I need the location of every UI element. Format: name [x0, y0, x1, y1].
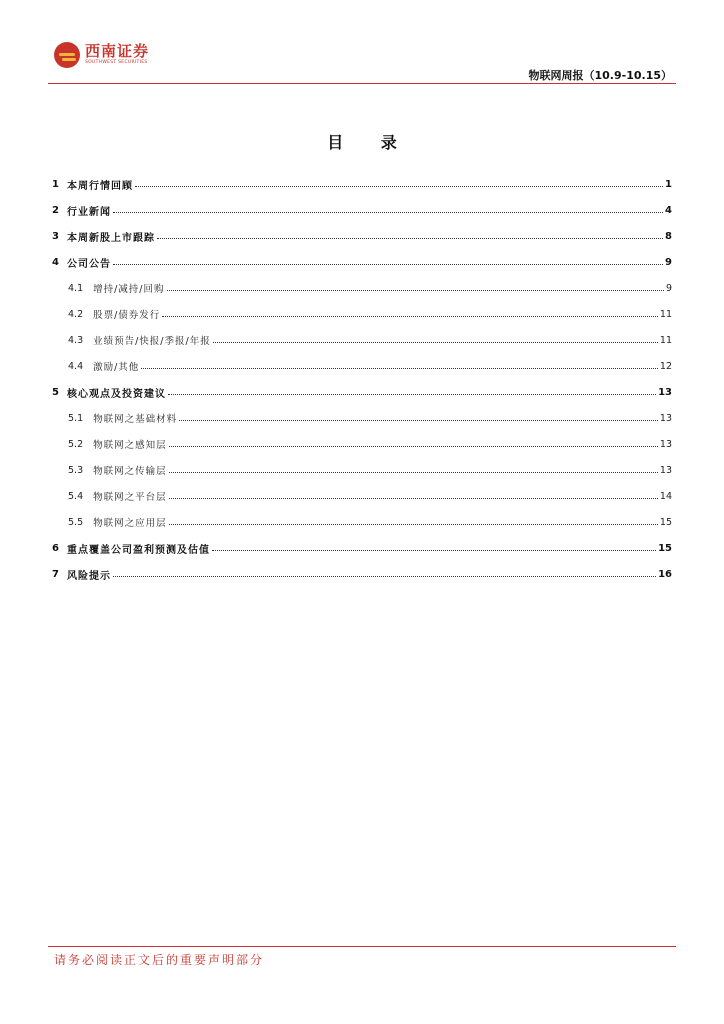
toc-leader-dots	[169, 445, 658, 447]
toc-entry-label: 物联网之感知层	[93, 440, 167, 451]
toc-leader-dots	[162, 315, 658, 317]
toc-entry-number: 5.1	[68, 412, 84, 424]
toc-leader-dots	[212, 549, 656, 551]
toc-title: 目 录	[327, 133, 413, 152]
toc-entry-label: 核心观点及投资建议	[66, 388, 166, 400]
toc-leader-dots	[135, 185, 663, 187]
toc-entry-number: 5.5	[68, 516, 84, 528]
toc-leader-dots	[113, 211, 663, 213]
toc-entry-number: 5.3	[68, 464, 84, 476]
toc-leader-dots	[141, 367, 658, 369]
toc-entry-number: 6	[52, 542, 59, 554]
toc-entry-page: 9	[665, 282, 672, 294]
toc-entry-page: 13	[658, 386, 672, 398]
toc-entry-label: 物联网之传输层	[93, 466, 167, 477]
toc-entry[interactable]	[52, 431, 672, 457]
toc-entry-label: 物联网之基础材料	[93, 414, 178, 425]
logo-chinese-name: 西南证券	[85, 42, 150, 60]
company-logo	[54, 42, 149, 68]
toc-entry-page: 15	[659, 516, 672, 528]
toc-entry-number: 5.4	[68, 490, 84, 502]
toc-leader-dots	[157, 237, 663, 239]
report-title: 物联网周报（10.9-10.15）	[528, 69, 672, 82]
toc-entry-label: 物联网之平台层	[93, 492, 167, 503]
toc-entry-label: 股票/债券发行	[93, 310, 161, 321]
logo-emblem-icon	[54, 42, 80, 68]
toc-entry-label: 激励/其他	[93, 362, 140, 373]
toc-entry-page: 15	[658, 542, 672, 554]
toc-entry[interactable]	[52, 327, 672, 353]
toc-entry-number: 5	[52, 386, 59, 398]
toc-entry-label: 业绩预告/快报/季报/年报	[93, 336, 211, 347]
footer-disclaimer: 请务必阅读正文后的重要声明部分	[54, 953, 265, 967]
toc-entry-number: 4.3	[68, 334, 84, 346]
toc-entry[interactable]	[52, 457, 672, 483]
toc-leader-dots	[169, 497, 658, 499]
toc-entry-page: 11	[659, 334, 672, 346]
toc-entry-page: 4	[665, 204, 672, 216]
toc-entry[interactable]	[52, 223, 672, 249]
logo-english-name: SOUTHWEST SECURITIES	[85, 60, 148, 65]
toc-entry-page: 8	[665, 230, 672, 242]
toc-entry-label: 行业新闻	[66, 206, 111, 218]
toc-entry[interactable]	[52, 405, 672, 431]
footer-divider	[48, 946, 676, 947]
toc-entry[interactable]	[52, 535, 672, 561]
toc-leader-dots	[168, 393, 656, 395]
toc-entry[interactable]	[52, 353, 672, 379]
toc-entry-number: 4.1	[68, 282, 84, 294]
toc-entry-number: 7	[52, 568, 59, 580]
toc-entry-label: 公司公告	[66, 258, 111, 270]
toc-leader-dots	[179, 419, 658, 421]
toc-entry-number: 4	[52, 256, 59, 268]
toc-entry-page: 9	[665, 256, 672, 268]
table-of-contents	[52, 171, 672, 587]
toc-leader-dots	[167, 289, 664, 291]
toc-leader-dots	[169, 523, 658, 525]
toc-leader-dots	[113, 575, 656, 577]
toc-leader-dots	[113, 263, 663, 265]
toc-entry-page: 13	[659, 412, 672, 424]
page-header	[48, 36, 676, 86]
toc-entry-page: 14	[659, 490, 672, 502]
toc-entry[interactable]	[52, 197, 672, 223]
toc-entry[interactable]	[52, 379, 672, 405]
toc-entry-page: 12	[659, 360, 672, 372]
toc-entry-label: 增持/减持/回购	[93, 284, 165, 295]
toc-entry-number: 3	[52, 230, 59, 242]
toc-entry[interactable]	[52, 509, 672, 535]
toc-entry-number: 4.2	[68, 308, 84, 320]
toc-entry[interactable]	[52, 249, 672, 275]
toc-entry-label: 本周新股上市跟踪	[66, 232, 155, 244]
toc-entry[interactable]	[52, 171, 672, 197]
toc-entry-label: 重点覆盖公司盈利预测及估值	[66, 544, 210, 556]
toc-entry-label: 风险提示	[66, 570, 111, 582]
toc-leader-dots	[213, 341, 658, 343]
toc-entry-page: 13	[659, 464, 672, 476]
toc-entry[interactable]	[52, 275, 672, 301]
toc-entry-page: 11	[659, 308, 672, 320]
toc-entry-number: 1	[52, 178, 59, 190]
toc-entry-page: 1	[665, 178, 672, 190]
toc-entry-number: 2	[52, 204, 59, 216]
toc-entry-page: 13	[659, 438, 672, 450]
toc-entry-label: 本周行情回顾	[66, 180, 133, 192]
toc-entry[interactable]	[52, 483, 672, 509]
toc-entry-label: 物联网之应用层	[93, 518, 167, 529]
toc-entry[interactable]	[52, 301, 672, 327]
toc-entry-number: 5.2	[68, 438, 84, 450]
toc-leader-dots	[169, 471, 658, 473]
toc-entry[interactable]	[52, 561, 672, 587]
header-divider	[48, 83, 676, 84]
toc-entry-page: 16	[658, 568, 672, 580]
toc-entry-number: 4.4	[68, 360, 84, 372]
